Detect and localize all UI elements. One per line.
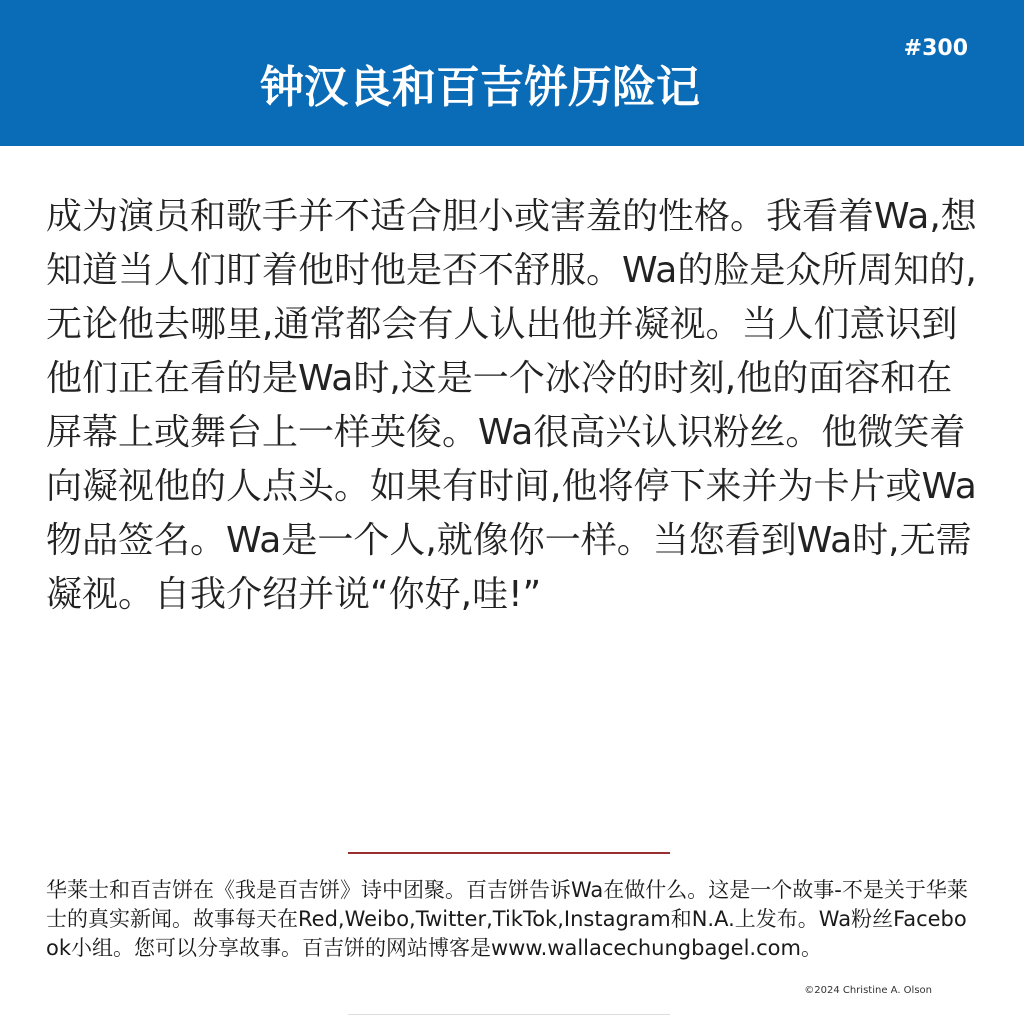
bottom-divider <box>348 1014 670 1015</box>
copyright-notice: ©2024 Christine A. Olson <box>804 985 932 996</box>
story-text: 成为演员和歌手并不适合胆小或害羞的性格。我看着Wa,想知道当人们盯着他时他是否不舒服。Wa的脸是众所周知的,无论他去哪里,通常都会有人认出他并凝视。当人们意识到他们正在看的是Wa时,这是一个冰冷的时刻,他的面容和在屏幕上或舞台上一样英俊。Wa很高兴认识粉丝。他微笑着向凝视他的人点头。如果有时间,他将停下来并为卡片或Wa物品签名。Wa是一个人,就像你一样。当您看到Wa时,无需凝视。自我介绍并说“你好,哇!” <box>46 196 977 615</box>
episode-number: #300 <box>903 36 968 61</box>
section-divider <box>348 852 670 854</box>
footer-note: 华莱士和百吉饼在《我是百吉饼》诗中团聚。百吉饼告诉Wa在做什么。这是一个故事-不是关于华莱士的真实新闻。故事每天在Red,Weibo,Twitter,TikTok,Instagram和N.A.上发布。Wa粉丝Facebook小组。您可以分享故事。百吉饼的网站博客是www.wallacechungbagel.com。 <box>46 878 968 960</box>
page-title: 钟汉良和百吉饼历险记 <box>260 62 700 113</box>
title-banner <box>0 0 1024 146</box>
